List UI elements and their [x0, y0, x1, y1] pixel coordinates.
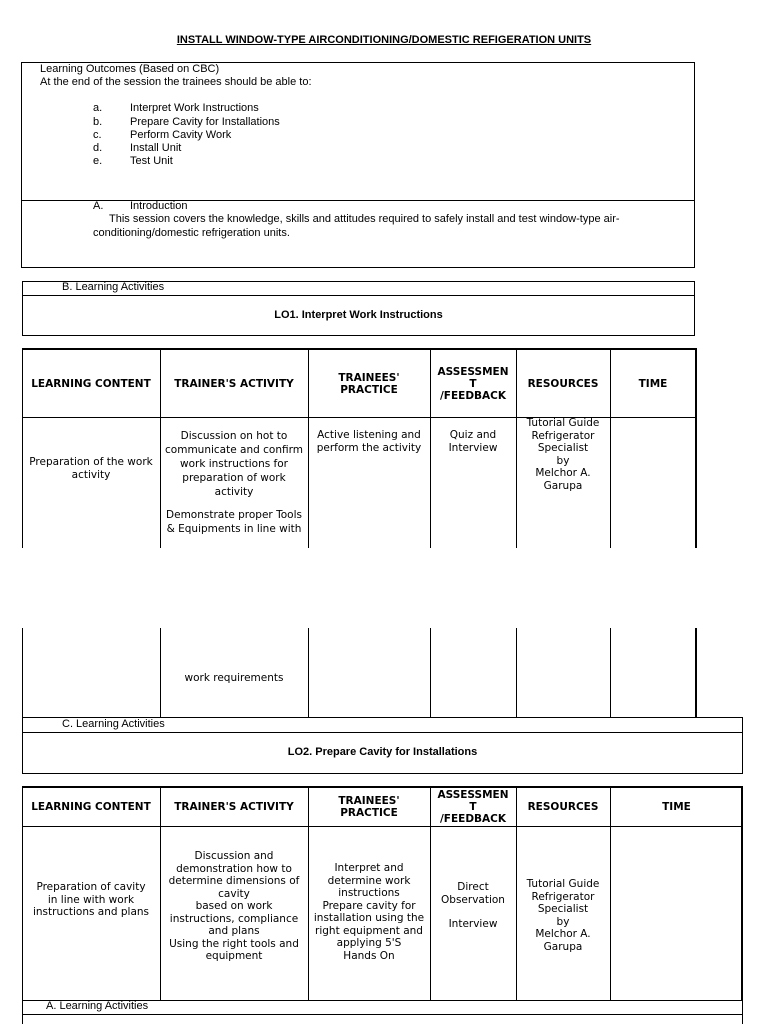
lo2-title: LO2. Prepare Cavity for Installations — [287, 746, 478, 758]
introduction-line-2: conditioning/domestic refrigeration units. — [93, 227, 290, 239]
section-b-divider — [22, 295, 695, 296]
header-text: ASSESSMEN — [437, 789, 509, 801]
table2-assessment — [430, 881, 516, 931]
introduction-line-1: This session covers the knowledge, skills and attitudes required to safely install and test window-type air- — [109, 213, 620, 225]
section-a2-label: A. Learning Activities — [46, 1000, 149, 1012]
cell-line: Tutorial Guide — [526, 417, 600, 429]
header-time: TIME — [638, 377, 668, 390]
table1-continued-frame — [22, 628, 697, 718]
cell-line: Refrigerator — [531, 890, 595, 903]
header-time: TIME — [662, 801, 691, 813]
section-b-label: B. Learning Activities — [62, 281, 165, 293]
table1-learning-content — [22, 456, 160, 481]
cell-line: Quiz and — [449, 429, 497, 441]
header-text: PRACTICE — [340, 807, 398, 819]
cell-line: Prepare cavity for — [322, 899, 416, 912]
outcome-letter-c: c. — [93, 129, 102, 141]
outcome-item-e: Test Unit — [130, 155, 173, 167]
cell-line: Preparation of cavity — [36, 881, 146, 893]
cell-line: determine dimensions of — [168, 875, 300, 887]
cell-line: Specialist — [537, 442, 589, 454]
cell-line: preparation of work — [182, 472, 286, 484]
header-text: ASSESSMEN — [437, 365, 509, 378]
section-c-label: C. Learning Activities — [62, 718, 165, 730]
cell-line: in line with work — [47, 893, 135, 906]
header-text: T — [469, 377, 477, 390]
cell-line: Specialist — [537, 903, 589, 915]
cell-line: work instructions for — [179, 458, 288, 470]
header-resources: RESOURCES — [527, 377, 599, 390]
cell-line: Using the right tools and — [169, 937, 299, 950]
cell-line: based on work — [195, 900, 273, 912]
cell-line: Hands On — [343, 949, 395, 962]
cell-line: determine work — [327, 874, 411, 887]
table1-assessment — [430, 429, 516, 454]
header-resources: RESOURCES — [527, 801, 599, 813]
cell-line: Demonstrate proper Tools — [166, 509, 302, 521]
cell-line: demonstration how to — [176, 862, 292, 875]
cell-line: Melchor A. — [535, 928, 591, 940]
header-learning-content: LEARNING CONTENT — [31, 801, 151, 813]
outcome-letter-b: b. — [93, 116, 103, 128]
header-trainers-activity: TRAINER'S ACTIVITY — [174, 801, 294, 813]
header-text: TRAINEES' — [338, 371, 400, 384]
cell-line: instructions, compliance — [169, 912, 299, 925]
cell-line: applying 5'S — [336, 937, 402, 949]
outcome-letter-a: a. — [93, 102, 103, 114]
cell-line: Garupa — [543, 479, 583, 492]
introduction-heading: Introduction — [130, 200, 188, 212]
cell-line: Tutorial Guide — [526, 878, 600, 890]
header-text: /FEEDBACK — [439, 813, 507, 825]
cell-line: instructions — [338, 887, 400, 899]
outcome-letter-d: d. — [93, 142, 103, 154]
outcomes-divider — [21, 200, 695, 201]
table1-trainees-practice — [308, 429, 430, 454]
header-text: T — [469, 801, 477, 813]
cell-line: right equipment and — [315, 924, 423, 937]
header-trainers-activity: TRAINER'S ACTIVITY — [174, 377, 294, 390]
cell-line: Preparation of the work — [29, 456, 153, 468]
outcome-item-d: Install Unit — [130, 142, 182, 154]
outcomes-intro: At the end of the session the trainees should be able to: — [40, 76, 312, 88]
table1-col-line — [516, 628, 517, 718]
table1-col-line — [308, 628, 309, 718]
cell-line: installation using the — [313, 912, 425, 924]
header-learning-content: LEARNING CONTENT — [31, 377, 151, 390]
cell-line: cavity — [218, 887, 250, 900]
cell-line: activity — [214, 486, 254, 498]
header-trainees-practice — [308, 788, 430, 826]
cell-line: Interview — [448, 441, 498, 454]
cell-line: by — [556, 915, 570, 928]
table2-header-divider — [22, 826, 743, 827]
cell-line: Melchor A. — [535, 467, 591, 479]
cell-line: Discussion and — [194, 850, 274, 862]
table2-trainers-activity — [160, 850, 308, 963]
header-text: PRACTICE — [340, 383, 398, 396]
header-trainees-practice — [308, 350, 430, 417]
lo1-title: LO1. Interpret Work Instructions — [274, 309, 443, 321]
outcomes-heading: Learning Outcomes (Based on CBC) — [40, 63, 220, 75]
cell-line: Observation — [441, 893, 505, 906]
header-assessment — [430, 350, 516, 417]
cell-line: Discussion on hot to — [180, 430, 288, 442]
cell-line: Refrigerator — [531, 429, 595, 442]
table1-trainers-activity-cont: work requirements — [184, 672, 284, 684]
cell-line: Garupa — [543, 940, 583, 953]
outcome-letter-e: e. — [93, 155, 103, 167]
table1-resources — [516, 417, 610, 492]
section-a2-divider — [22, 1014, 743, 1015]
outcome-item-a: Interpret Work Instructions — [130, 102, 259, 114]
cell-line: perform the activity — [316, 441, 422, 454]
cell-line: instructions and plans — [32, 906, 150, 918]
cell-line: activity — [71, 468, 111, 481]
header-text: TRAINEES' — [338, 795, 400, 807]
cell-line: by — [556, 454, 570, 467]
cell-line: Active listening and — [317, 429, 421, 441]
cell-line: Direct — [457, 881, 489, 893]
outcome-item-c: Perform Cavity Work — [130, 129, 232, 141]
cell-line: Interpret and — [334, 862, 404, 874]
cell-line: communicate and confirm — [165, 444, 303, 456]
header-text: /FEEDBACK — [439, 389, 507, 402]
table2-resources — [516, 878, 610, 953]
cell-line: equipment — [205, 950, 263, 962]
table1-trainers-activity — [160, 429, 308, 536]
table2-trainees-practice — [308, 862, 430, 962]
cell-line: & Equipments in line with — [166, 523, 302, 535]
cell-line: Interview — [448, 918, 498, 930]
document-title: INSTALL WINDOW-TYPE AIRCONDITIONING/DOMESTIC REFIGERATION UNITS — [176, 34, 592, 46]
section-c-divider — [22, 732, 743, 733]
table2-learning-content — [22, 881, 160, 919]
table1-col-line — [430, 628, 431, 718]
outcome-item-b: Prepare Cavity for Installations — [130, 116, 280, 128]
header-assessment — [430, 788, 516, 826]
introduction-letter: A. — [93, 200, 104, 212]
cell-line: and plans — [208, 925, 260, 937]
table1-col-line — [610, 628, 611, 718]
